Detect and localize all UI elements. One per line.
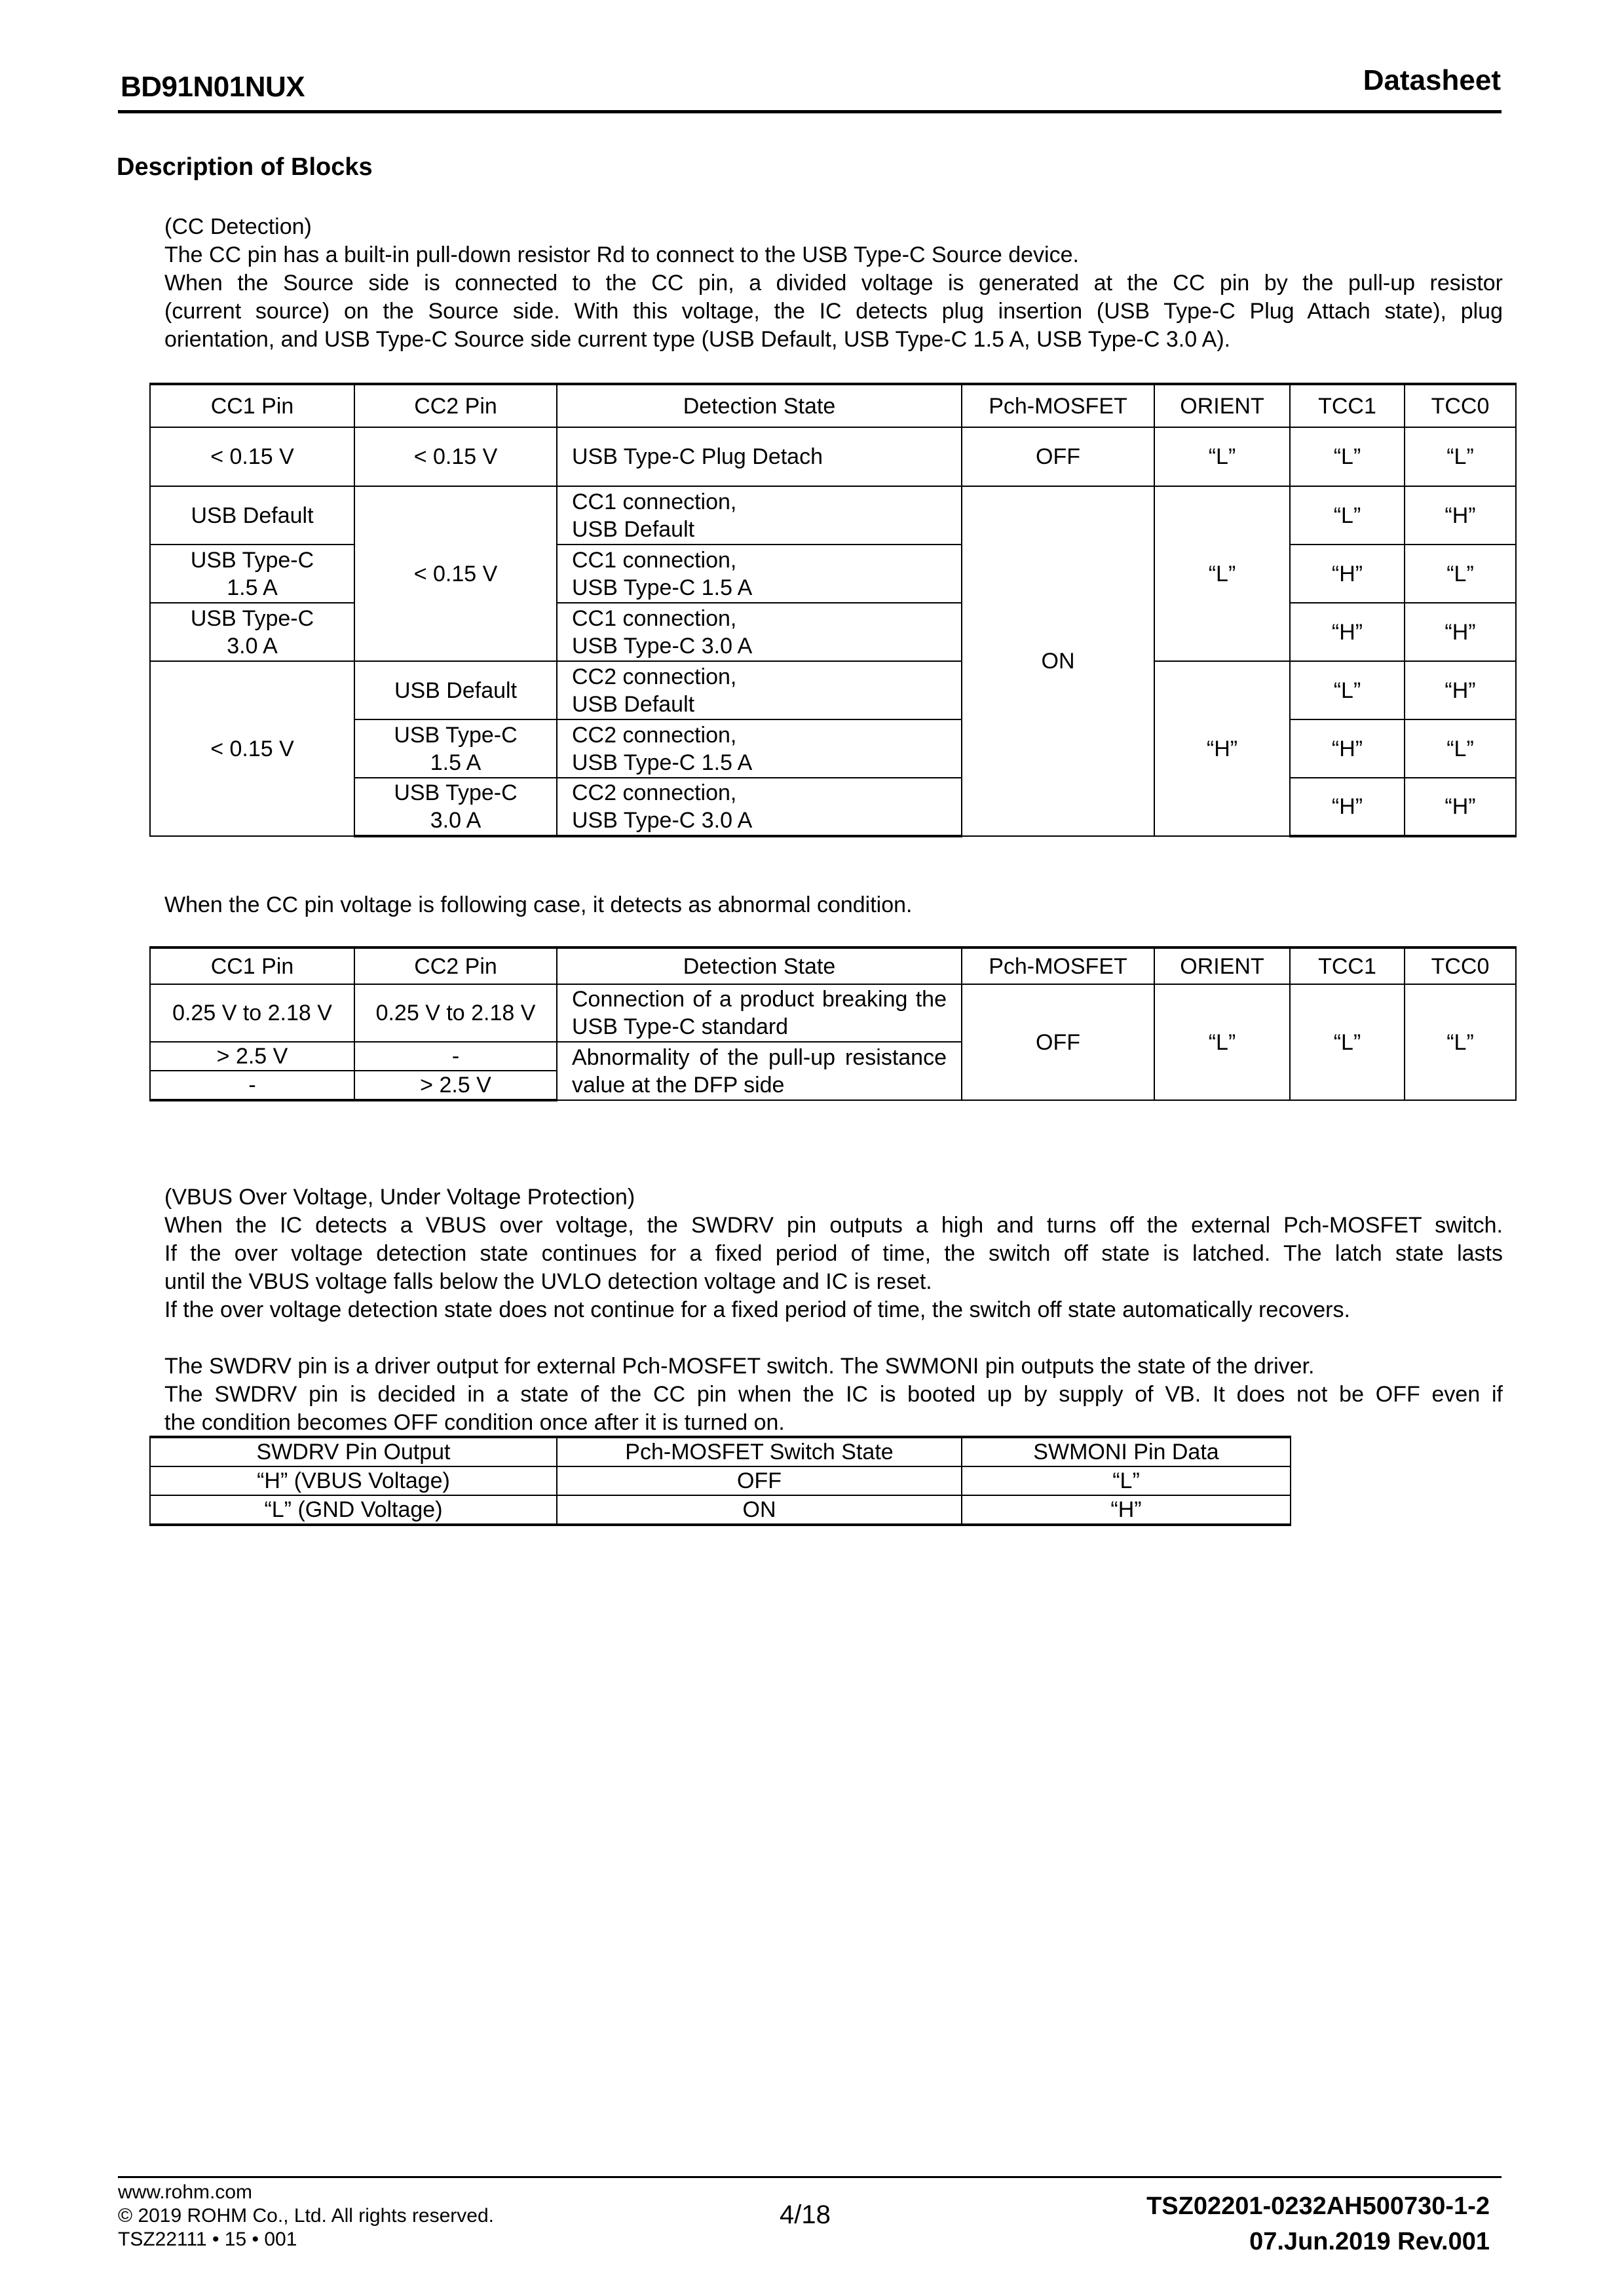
abnormal-intro — [164, 891, 1503, 919]
table-row — [150, 661, 1516, 719]
cell-tcc1: “L” — [1290, 661, 1405, 719]
table-row — [150, 486, 1516, 545]
cell-cc2 — [354, 778, 557, 836]
cell-state: USB Type-C Plug Detach — [557, 427, 962, 486]
column-header: TCC0 — [1405, 384, 1516, 427]
footer-rule — [118, 2176, 1501, 2178]
page-number: 4/18 — [780, 2200, 831, 2229]
cell-cc1 — [150, 545, 354, 603]
website-link[interactable]: www.rohm.com — [118, 2181, 253, 2203]
footer-left — [118, 2181, 494, 2251]
cell-tcc0: “L” — [1405, 545, 1516, 603]
cell-mosfet: OFF — [962, 984, 1154, 1100]
cell-text: USB Type-C 3.0 A — [572, 633, 753, 659]
table-row — [150, 427, 1516, 486]
cell-cc2: - — [354, 1042, 557, 1071]
paragraph-line: When the Source side is connected to the CC pin, a divided voltage is generated at the CC pin by the pull-up resistor — [164, 271, 1503, 296]
swdrv-paragraph — [164, 1352, 1503, 1437]
cell-swdrv-output: “L” (GND Voltage) — [150, 1495, 557, 1525]
cell-cc1 — [150, 603, 354, 661]
cell-text: USB Default — [394, 678, 518, 703]
table-row — [150, 719, 1516, 778]
cell-cc1: > 2.5 V — [150, 1042, 354, 1071]
cell-text: USB Type-C 3.0 A — [572, 808, 753, 833]
cell-state: Abnormality of the pull-up resistance value at the DFP side — [557, 1042, 962, 1100]
section-title: Description of Blocks — [117, 153, 373, 181]
cell-text: USB Type-C 1.5 A — [572, 750, 753, 775]
paragraph-line: The CC pin has a built-in pull-down resistor Rd to connect to the USB Type-C Source device. — [164, 242, 1079, 267]
table-row — [150, 1466, 1291, 1495]
cell-cc2: < 0.15 V — [354, 486, 557, 661]
cell-cc2 — [354, 719, 557, 778]
paragraph-line: If the over voltage detection state does not continue for a fixed period of time, the switch off state automatically recovers. — [164, 1297, 1350, 1322]
column-header: CC2 Pin — [354, 384, 557, 427]
paragraph-line: The SWDRV pin is decided in a state of the CC pin when the IC is booted up by supply of VB. It does not be OFF even if — [164, 1382, 1503, 1407]
doc-type: Datasheet — [1363, 64, 1501, 96]
cell-text: USB Default — [572, 516, 695, 542]
vbus-heading: (VBUS Over Voltage, Under Voltage Protection) — [164, 1185, 635, 1210]
cell-text: 3.0 A — [227, 633, 278, 659]
table-header-row — [150, 1437, 1291, 1466]
cell-tcc1: “H” — [1290, 545, 1405, 603]
cell-tcc0: “L” — [1405, 719, 1516, 778]
paragraph-line: If the over voltage detection state continues for a fixed period of time, the switch off state is latched. The latch state lasts — [164, 1241, 1503, 1266]
cell-cc1: < 0.15 V — [150, 661, 354, 836]
table-header-row — [150, 384, 1516, 427]
cell-tcc1: “L” — [1290, 427, 1405, 486]
form-code: TSZ22111 • 15 • 001 — [118, 2229, 297, 2250]
cell-text: CC1 connection, — [572, 605, 737, 631]
paragraph-line: the condition becomes OFF condition once after it is turned on. — [164, 1410, 785, 1435]
column-header: TCC0 — [1405, 947, 1516, 984]
table-header-row — [150, 947, 1516, 984]
cell-cc2: > 2.5 V — [354, 1071, 557, 1100]
cell-text: CC2 connection, — [572, 722, 737, 748]
cell-mosfet: OFF — [962, 427, 1154, 486]
cell-text: USB Default — [191, 503, 314, 528]
cell-tcc0: “H” — [1405, 486, 1516, 545]
part-number: BD91N01NUX — [121, 71, 305, 103]
cell-swmoni-data: “L” — [962, 1466, 1291, 1495]
cell-mosfet: ON — [962, 486, 1154, 836]
swdrv-table — [149, 1436, 1291, 1526]
cell-text: USB Type-C — [394, 780, 518, 805]
column-header: Detection State — [557, 384, 962, 427]
cell-text: CC2 connection, — [572, 780, 737, 805]
abnormal-condition-table — [149, 946, 1517, 1101]
cell-orient: “L” — [1154, 427, 1290, 486]
cell-text: 3.0 A — [430, 808, 482, 833]
column-header: TCC1 — [1290, 384, 1405, 427]
footer-right — [1146, 2189, 1490, 2259]
doc-number: TSZ02201-0232AH500730-1-2 — [1146, 2192, 1490, 2220]
cell-text: USB Type-C — [394, 722, 518, 748]
cell-state — [557, 545, 962, 603]
cell-cc2: < 0.15 V — [354, 427, 557, 486]
column-header: CC1 Pin — [150, 384, 354, 427]
cell-cc1: < 0.15 V — [150, 427, 354, 486]
date-revision: 07.Jun.2019 Rev.001 — [1249, 2228, 1490, 2255]
table-row — [150, 1495, 1291, 1525]
paragraph-line: The SWDRV pin is a driver output for external Pch-MOSFET switch. The SWMONI pin outputs the state of the driver. — [164, 1354, 1315, 1379]
cell-text: 1.5 A — [227, 575, 278, 600]
cell-tcc1: “H” — [1290, 719, 1405, 778]
cell-cc2: 0.25 V to 2.18 V — [354, 984, 557, 1042]
cell-tcc1: “L” — [1290, 984, 1405, 1100]
cell-text: USB Type-C — [190, 547, 314, 573]
column-header: CC2 Pin — [354, 947, 557, 984]
table-row — [150, 778, 1516, 836]
cc-detection-table — [149, 383, 1517, 837]
cell-state — [557, 661, 962, 719]
column-header: SWMONI Pin Data — [962, 1437, 1291, 1466]
cell-cc1: 0.25 V to 2.18 V — [150, 984, 354, 1042]
cell-cc1: - — [150, 1071, 354, 1100]
column-header: Pch-MOSFET Switch State — [557, 1437, 962, 1466]
cell-text: CC1 connection, — [572, 547, 737, 573]
cell-orient: “L” — [1154, 486, 1290, 661]
cell-tcc0: “H” — [1405, 778, 1516, 836]
cell-tcc1: “H” — [1290, 778, 1405, 836]
cell-state — [557, 486, 962, 545]
table-row — [150, 984, 1516, 1042]
column-header: Detection State — [557, 947, 962, 984]
cell-tcc0: “L” — [1405, 984, 1516, 1100]
cc-detection-paragraph — [164, 213, 1503, 354]
paragraph-line: (current source) on the Source side. With this voltage, the IC detects plug insertion (USB Type-C Plug Attach state), plug — [164, 299, 1503, 324]
column-header: CC1 Pin — [150, 947, 354, 984]
column-header: ORIENT — [1154, 384, 1290, 427]
cell-swdrv-output: “H” (VBUS Voltage) — [150, 1466, 557, 1495]
cell-state: Connection of a product breaking the USB Type-C standard — [557, 984, 962, 1042]
copyright: © 2019 ROHM Co., Ltd. All rights reserved. — [118, 2205, 494, 2227]
column-header: TCC1 — [1290, 947, 1405, 984]
cell-swmoni-data: “H” — [962, 1495, 1291, 1525]
column-header: ORIENT — [1154, 947, 1290, 984]
header-rule — [118, 110, 1501, 113]
cell-tcc0: “H” — [1405, 603, 1516, 661]
cell-switch-state: ON — [557, 1495, 962, 1525]
cell-state — [557, 719, 962, 778]
paragraph-line: orientation, and USB Type-C Source side current type (USB Default, USB Type-C 1.5 A, USB Type-C 3.0 A). — [164, 327, 1231, 352]
cell-text: USB Default — [572, 691, 695, 717]
cell-tcc1: “L” — [1290, 486, 1405, 545]
cell-orient: “L” — [1154, 984, 1290, 1100]
cell-tcc1: “H” — [1290, 603, 1405, 661]
cell-tcc0: “L” — [1405, 427, 1516, 486]
paragraph-line: until the VBUS voltage falls below the UVLO detection voltage and IC is reset. — [164, 1269, 932, 1294]
cell-switch-state: OFF — [557, 1466, 962, 1495]
cell-cc1 — [150, 486, 354, 545]
cell-text: USB Type-C 1.5 A — [572, 575, 753, 600]
cell-cc2 — [354, 661, 557, 719]
paragraph-line: When the IC detects a VBUS over voltage, the SWDRV pin outputs a high and turns off the external Pch-MOSFET switch. — [164, 1213, 1503, 1238]
cc-detection-heading: (CC Detection) — [164, 214, 312, 239]
vbus-protection-paragraph — [164, 1183, 1503, 1324]
cell-tcc0: “H” — [1405, 661, 1516, 719]
column-header: Pch-MOSFET — [962, 947, 1154, 984]
column-header: Pch-MOSFET — [962, 384, 1154, 427]
cell-text: 1.5 A — [430, 750, 482, 775]
cell-text: CC1 connection, — [572, 489, 737, 514]
cell-state — [557, 778, 962, 836]
cell-state — [557, 603, 962, 661]
cell-text: USB Type-C — [190, 605, 314, 631]
cell-text: CC2 connection, — [572, 664, 737, 689]
column-header: SWDRV Pin Output — [150, 1437, 557, 1466]
cell-orient: “H” — [1154, 661, 1290, 836]
paragraph-line: When the CC pin voltage is following case, it detects as abnormal condition. — [164, 892, 913, 917]
